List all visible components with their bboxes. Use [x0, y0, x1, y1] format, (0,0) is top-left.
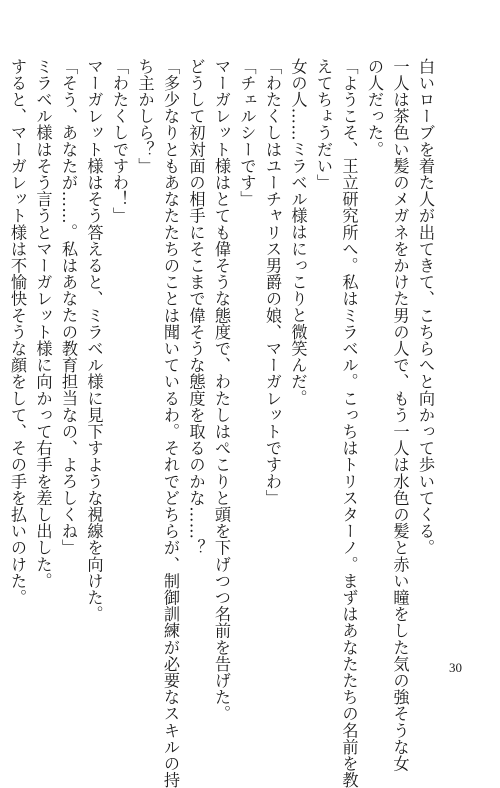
text-line: えてちょうだい」	[314, 58, 333, 191]
text-line: 「ようこそ、王立研究所へ。私はミラベル。こっちはトリスターノ。まずはあなたたちの名前を教	[339, 58, 359, 788]
page-number: 30	[449, 660, 462, 675]
text-line: ミラベル様はそう言うとマーガレット様に向かって右手を差し出した。	[33, 58, 53, 590]
text-line: 女の人……ミラベル様はにっこりと微笑んだ。	[288, 58, 308, 407]
text-line: 「わたくしですわ！」	[110, 58, 129, 224]
text-line: の人だった。	[365, 58, 384, 158]
text-line: マーガレット様はそう答えると、ミラベル様に見下すような視線を向けた。	[84, 58, 104, 623]
vertical-text-body	[5, 58, 439, 788]
text-line: 「チェルシーです」	[237, 58, 257, 208]
text-line: 「多少なりともあなたたちのことは聞いているわ。それでどちらが、制御訓練が必要なスキルの持	[161, 58, 180, 788]
text-line: ち主かしら？」	[135, 58, 155, 175]
text-line: 「そう、あなたが……。私はあなたの教育担当なの、よろしくね」	[59, 58, 78, 556]
text-line: 白いローブを着た人が出てきて、こちらへと向かって歩いてくる。	[416, 58, 435, 556]
text-line: マーガレット様はとても偉そうな態度で、わたしはぺこりと頭を下げつつ名前を告げた。	[212, 58, 231, 722]
text-line: 「わたくしはユーチャリス男爵の娘、マーガレットですわ」	[263, 58, 282, 507]
text-line: 一人は茶色い髪のメガネをかけた男の人で、もう一人は水色の髪と赤い瞳をした気の強そうな女	[390, 58, 410, 772]
text-line: すると、マーガレット様は不愉快そうな顔をして、その手を払いのけた。	[8, 58, 27, 606]
text-line: どうして初対面の相手にそこまで偉そうな態度を取るのかな……？	[186, 58, 206, 556]
